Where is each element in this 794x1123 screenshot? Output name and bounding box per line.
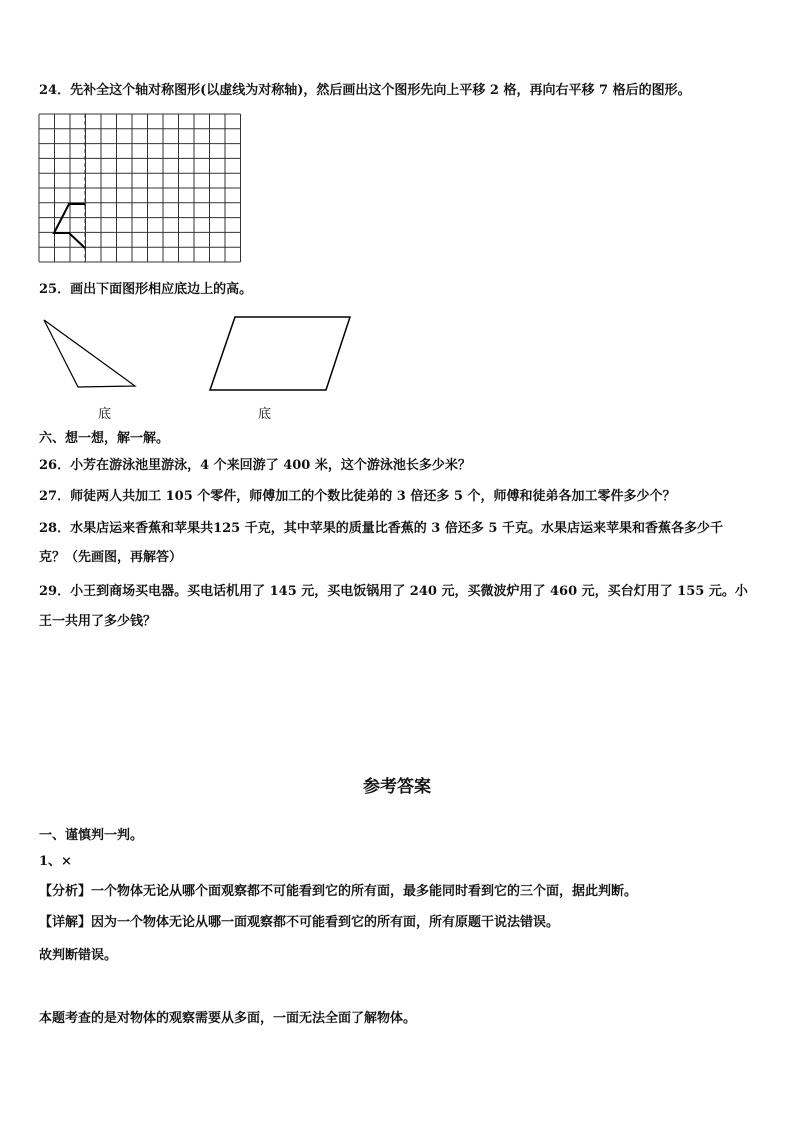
answer-detail: 【详解】因为一个物体无论从哪一面观察都不可能看到它的所有面，所有原题干说法错误。	[39, 915, 560, 930]
triangle-figure	[44, 320, 135, 387]
triangle-base-label: 底	[98, 407, 112, 422]
question-24-text: 24．先补全这个轴对称图形(以虚线为对称轴)，然后画出这个图形先向上平移 2 格，再向右平移 7 格后的图形。	[39, 83, 691, 98]
question-25-text: 25．画出下面图形相应底边上的高。	[39, 282, 253, 297]
answers-title: 参考答案	[363, 777, 431, 797]
question-28-line1: 28．水果店运来香蕉和苹果共125 千克，其中苹果的质量比香蕉的 3 倍还多 5 千克。水果店运来苹果和香蕉各多少千	[39, 521, 723, 536]
answer-analysis: 【分析】一个物体无论从哪个面观察都不可能看到它的所有面，最多能同时看到它的三个面，据此判断。	[39, 884, 638, 899]
parallelogram-base-label: 底	[258, 407, 272, 422]
answers-section-1-heading: 一、谨慎判一判。	[39, 828, 144, 843]
section-6-heading: 六、想一想，解一解。	[39, 431, 170, 446]
parallelogram-figure	[210, 317, 350, 390]
question-27-text: 27．师徒两人共加工 105 个零件，师傅加工的个数比徒弟的 3 倍还多 5 个，师傅和徒弟各加工零件多少个？	[39, 489, 676, 504]
answer-conclusion: 故判断错误。	[39, 948, 118, 963]
half-figure	[54, 204, 85, 248]
question-29-line1: 29．小王到商场买电器。买电话机用了 145 元，买电饭锅用了 240 元，买微波炉用了 460 元，买台灯用了 155 元。小	[39, 584, 748, 599]
answer-item-1-label: 1、×	[39, 854, 72, 869]
question-29-line2: 王一共用了多少钱？	[39, 614, 157, 629]
question-28-line2: 克？（先画图，再解答）	[39, 550, 183, 565]
answer-summary: 本题考查的是对物体的观察需要从多面，一面无法全面了解物体。	[39, 1011, 417, 1026]
question-26-text: 26．小芳在游泳池里游泳，4 个来回游了 400 米，这个游泳池长多少米？	[39, 458, 471, 473]
